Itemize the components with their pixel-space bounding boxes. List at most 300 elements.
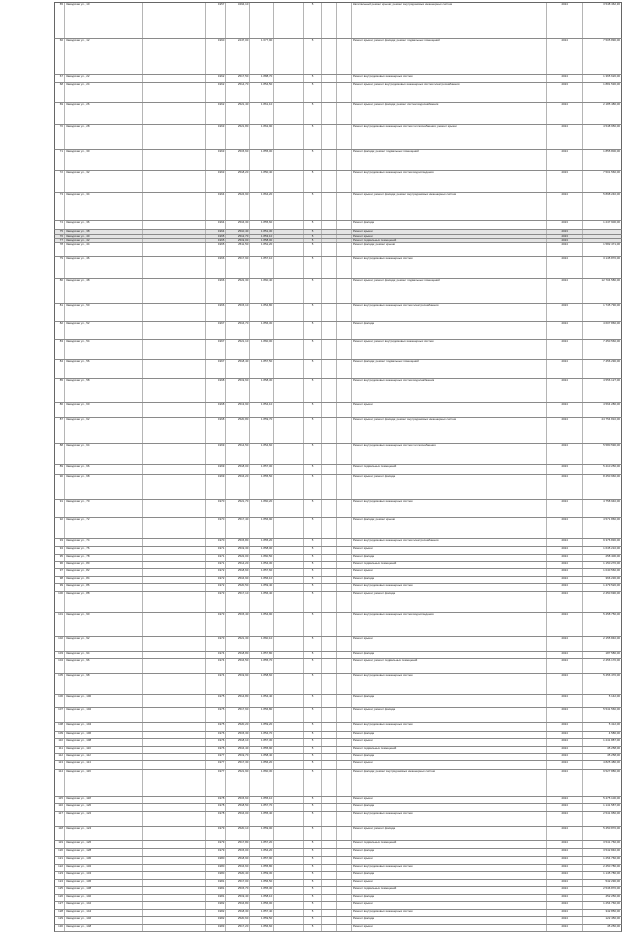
row-year-built: 1966 [206,257,226,278]
row-floors: 5 [304,465,322,474]
row-area-living: 1 855,80 [250,865,274,871]
row-cost: 7 450 560,00 [603,339,620,344]
row-col-h [337,418,352,443]
row-col-h [337,221,352,230]
row-col-a [143,723,207,731]
row-floors: 5 [304,547,322,553]
row-work-description: Ремонт фасада [352,849,547,857]
row-number: 103 [55,652,65,658]
row-floors: 5 [304,518,322,537]
row-plan-year: 2024 [547,804,583,810]
row-floors: 5 [304,584,322,590]
row-plan-year: 2023 [547,83,583,102]
row-col-g [322,917,337,923]
row-plan-year: 2024 [547,379,583,403]
row-col-g [322,584,337,590]
row-address: Заводская ул., 82 [65,569,143,575]
row-col-h [337,75,352,83]
row-cost: 1 150 270,00 [603,560,620,565]
row-area-living: 1 855,00 [250,150,274,169]
row-work-description: Ремонт фасада [352,917,547,923]
row-area-living: 1 856,30 [250,322,274,339]
row-col-h [337,872,352,878]
row-plan-year: 2024 [547,257,583,278]
row-cost: 8 450 960,00 [603,473,620,478]
row-area-total: 2519,30 [226,547,250,553]
row-col-a [143,150,207,169]
row-col-a [143,125,207,150]
row-col-a [143,555,207,561]
row-col-g [322,340,337,359]
row-col-h [337,243,352,256]
row-cost: 4 580,00 [608,730,620,735]
row-plan-year: 2024 [547,674,583,694]
row-area-total: 2521,30 [226,637,250,651]
row-work-description: Ремонт внутридомовых инженерных систем [352,812,547,826]
row-address: Заводская ул., 10 [65,3,143,38]
row-area-total: 2516,80 [226,902,250,908]
row-col-a [143,444,207,464]
row-col-h [337,797,352,803]
row-floors: 5 [304,39,322,73]
row-col-a [143,895,207,901]
row-area-total: 2518,50 [226,804,250,810]
row-address: Заводская ул., 118 [65,797,143,803]
row-col-g [322,360,337,377]
row-col-e [274,150,304,169]
table-row [54,322,622,340]
row-number: 119 [55,841,65,847]
row-year-built: 1974 [206,674,226,694]
row-area-total: 2520,40 [226,872,250,878]
row-year-built: 1968 [206,403,226,417]
row-col-a [143,739,207,745]
row-address: Заводская ул., 70 [65,500,143,517]
row-work-description: Капитальный ремонт крыши; ремонт внутридомовых инженерных систем [352,3,547,38]
row-col-h [337,857,352,863]
row-col-e [274,804,304,810]
row-year-built: 1981 [206,895,226,901]
row-col-a [143,322,207,339]
row-col-a [143,865,207,871]
row-floors: 5 [304,83,322,102]
row-year-built: 1979 [206,849,226,857]
row-col-h [337,322,352,339]
row-cost: 1 241 887,00 [603,738,620,743]
row-work-description: Ремонт подвальных помещений [352,747,547,753]
row-col-h [337,770,352,796]
row-area-total: 2515,80 [226,539,250,547]
row-number: 74 [55,221,65,230]
row-plan-year: 2023 [547,235,583,238]
table-row [54,3,622,39]
row-cost: 5 456 470,00 [603,673,620,677]
row-area-living: 1 857,50 [250,360,274,377]
row-address: Заводская ул., 96 [65,659,143,673]
row-address: Заводская ул., 110 [65,747,143,753]
row-col-a [143,910,207,916]
row-cost: 1 479 520,00 [603,583,620,588]
row-area-living: 1 855,10 [250,797,274,803]
row-col-e [274,695,304,707]
row-number: 102 [55,637,65,651]
row-cost: 5 898 240,00 [603,191,620,196]
row-address: Заводская ул., 48 [65,279,143,303]
table-row [54,895,622,902]
row-address: Заводская ул., 60 [65,403,143,417]
row-area-living: 1 855,20 [250,539,274,547]
row-area-living: 1 854,90 [250,613,274,635]
row-number: 112 [55,754,65,760]
row-cost: 5 475 100,00 [603,795,620,800]
table-row [54,257,622,279]
row-col-h [337,584,352,590]
row-work-description: Ремонт фасада; ремонт подвальных помещений [352,150,547,169]
row-col-g [322,569,337,575]
row-year-built: 1982 [206,910,226,916]
row-floors: 5 [304,150,322,169]
row-col-g [322,403,337,417]
row-area-total: 2517,20 [226,925,250,931]
row-floors: 5 [304,708,322,722]
row-floors: 5 [304,379,322,403]
row-col-e [274,539,304,547]
row-col-e [274,279,304,303]
row-area-living: 1 854,30 [250,562,274,568]
row-col-e [274,577,304,583]
row-number: 85 [55,379,65,403]
row-plan-year: 2024 [547,547,583,553]
row-area-total: 2519,60 [226,379,250,403]
table-row [54,562,622,569]
table-row [54,547,622,554]
row-col-g [322,872,337,878]
row-plan-year: 2024 [547,403,583,417]
row-cost: 2 541 950,00 [603,810,620,815]
table-row [54,340,622,360]
row-year-built: 1967 [206,340,226,359]
row-floors: 5 [304,3,322,38]
row-col-a [143,827,207,841]
row-cost: 1 855 800,00 [603,149,620,154]
row-work-description: Ремонт фасада [352,695,547,707]
row-cost: 1 645 210,00 [603,546,620,551]
table-row [54,754,622,761]
row-col-e [274,895,304,901]
row-area-total: 2521,70 [226,500,250,517]
row-year-built: 1974 [206,652,226,658]
row-plan-year: 2024 [547,103,583,123]
table-row [54,812,622,827]
row-number: 120 [55,849,65,857]
row-work-description: Ремонт фасада [352,577,547,583]
row-col-a [143,3,207,38]
table-row [54,379,622,404]
row-year-built: 1969 [206,465,226,474]
row-number: 96 [55,562,65,568]
table-row [54,761,622,770]
row-col-e [274,83,304,102]
row-col-h [337,592,352,612]
row-plan-year: 2024 [547,841,583,847]
row-col-e [274,322,304,339]
row-number: 95 [55,555,65,561]
row-number: 92 [55,518,65,537]
row-work-description: Ремонт крыши; ремонт фасада [352,592,547,612]
row-col-g [322,841,337,847]
row-year-built: 1965 [206,243,226,256]
table-row [54,83,622,103]
row-col-e [274,637,304,651]
row-address: Заводская ул., 144 [65,910,143,916]
row-col-a [143,304,207,321]
row-floors: 5 [304,569,322,575]
table-row [54,103,622,124]
row-floors: 5 [304,887,322,893]
row-plan-year: 2024 [547,613,583,635]
row-col-e [274,75,304,83]
row-floors: 5 [304,797,322,803]
row-col-e [274,708,304,722]
row-area-living: 1 857,90 [250,857,274,863]
table-row [54,695,622,708]
row-year-built: 1980 [206,857,226,863]
row-address: Заводская ул., 104 [65,723,143,731]
row-number: 93 [55,539,65,547]
row-col-e [274,739,304,745]
row-number: 86 [55,403,65,417]
row-year-built: 1971 [206,555,226,561]
table-row [54,584,622,591]
row-floors: 5 [304,577,322,583]
row-col-a [143,403,207,417]
row-col-e [274,925,304,931]
row-cost: 7 505 890,00 [603,38,620,43]
row-plan-year: 2024 [547,555,583,561]
row-work-description: Ремонт подвальных помещений [352,841,547,847]
row-address: Заводская ул., 30 [65,150,143,169]
register-table [54,2,622,932]
row-year-built: 1976 [206,739,226,745]
row-cost [583,235,621,238]
row-year-built: 1970 [206,518,226,537]
row-col-a [143,695,207,707]
row-cost: 542 290,00 [605,878,620,883]
row-address: Заводская ул., 106 [65,732,143,738]
row-col-a [143,539,207,547]
row-year-built: 1964 [206,230,226,233]
row-area-living: 1 858,00 [250,239,274,242]
row-plan-year: 2024 [547,827,583,841]
row-plan-year: 2024 [547,880,583,886]
row-floors: 5 [304,500,322,517]
row-col-h [337,925,352,931]
row-cost: 4 825 480,00 [603,760,620,765]
row-col-e [274,125,304,150]
row-address: Заводская ул., 62 [65,418,143,443]
row-area-living: 1 857,70 [250,804,274,810]
row-plan-year: 2023 [547,171,583,192]
table-row [54,465,622,475]
row-year-built: 1968 [206,418,226,443]
row-col-g [322,880,337,886]
row-work-description: Ремонт фасада [352,872,547,878]
row-col-g [322,849,337,857]
row-floors: 5 [304,193,322,220]
row-area-total: 2516,60 [226,865,250,871]
row-year-built: 1975 [206,723,226,731]
row-col-e [274,221,304,230]
row-col-h [337,732,352,738]
table-row [54,418,622,444]
row-col-a [143,812,207,826]
row-area-total: 2512,70 [226,235,250,238]
row-number: 88 [55,444,65,464]
row-plan-year: 2024 [547,917,583,923]
row-col-a [143,465,207,474]
table-row [54,827,622,842]
row-area-living: 1 862,90 [250,125,274,150]
row-year-built: 1978 [206,804,226,810]
row-col-h [337,849,352,857]
row-number: 69 [55,103,65,123]
row-number: 118 [55,827,65,841]
row-number: 100 [55,592,65,612]
row-cost: 3 145 870,00 [603,255,620,260]
row-area-total: 2517,80 [226,841,250,847]
row-area-living: 1 851,30 [250,230,274,233]
row-number: 108 [55,723,65,731]
row-work-description: Ремонт фасада; ремонт подвальных помещений [352,360,547,377]
row-floors: 5 [304,695,322,707]
row-col-h [337,500,352,517]
row-year-built: 1973 [206,637,226,651]
row-work-description: Ремонт крыши [352,230,547,233]
row-area-total: 3494,10 [226,3,250,38]
row-work-description: Ремонт фасада; ремонт внутридомовых инженерных систем [352,770,547,796]
row-plan-year: 2024 [547,872,583,878]
row-area-total: 2518,40 [226,360,250,377]
row-plan-year: 2024 [547,279,583,303]
row-col-h [337,3,352,38]
row-year-built: 1971 [206,547,226,553]
row-area-total: 2516,50 [226,659,250,673]
row-number: 107 [55,708,65,722]
row-work-description: Ремонт крыши [352,902,547,908]
row-col-g [322,304,337,321]
row-address: Заводская ул., 40 [65,235,143,238]
row-col-a [143,902,207,908]
row-cost: 5 450 870,00 [603,825,620,830]
row-address: Заводская ул., 50 [65,304,143,321]
row-number: 122 [55,865,65,871]
row-year-built: 1973 [206,613,226,635]
row-floors: 5 [304,322,322,339]
row-plan-year: 2024 [547,761,583,769]
table-row [54,880,622,887]
row-address: Заводская ул., 66 [65,465,143,474]
row-address: Заводская ул., 84 [65,577,143,583]
row-address: Заводская ул., 146 [65,917,143,923]
row-col-e [274,239,304,242]
row-cost: 2 185 480,00 [603,102,620,107]
row-col-g [322,577,337,583]
row-area-living: 1 860,20 [250,500,274,517]
row-area-living: 1 854,60 [250,444,274,464]
row-col-e [274,747,304,753]
row-col-e [274,500,304,517]
row-floors: 5 [304,812,322,826]
row-col-g [322,243,337,256]
row-plan-year: 2024 [547,125,583,150]
row-address: Заводская ул., 58 [65,379,143,403]
row-year-built: 1963 [206,171,226,192]
row-plan-year: 2024 [547,418,583,443]
row-area-living: 1 858,40 [250,754,274,760]
row-col-g [322,279,337,303]
row-cost [583,230,621,233]
row-col-g [322,518,337,537]
row-year-built: 1964 [206,221,226,230]
row-col-g [322,754,337,760]
row-area-total: 2518,80 [226,652,250,658]
row-address: Заводская ул., 12 [65,39,143,73]
row-year-built: 1981 [206,887,226,893]
row-address: Заводская ул., 42 [65,239,143,242]
row-col-g [322,887,337,893]
row-col-g [322,895,337,901]
row-work-description: Ремонт внутридомовых инженерных систем электроснабжения [352,539,547,547]
row-area-living: 1 854,40 [250,695,274,707]
row-col-h [337,902,352,908]
row-work-description: Ремонт внутридомовых инженерных систем [352,865,547,871]
row-work-description: Ремонт внутридомовых инженерных систем теплоснабжения [352,444,547,464]
row-area-total: 2522,00 [226,555,250,561]
row-col-e [274,770,304,796]
row-work-description: Ремонт крыши; ремонт фасада; ремонт систем водоснабжения [352,103,547,123]
row-plan-year: 2024 [547,592,583,612]
row-cost: 122 450,00 [605,916,620,921]
table-row [54,569,622,576]
row-cost: 3 542 840,00 [603,847,620,852]
row-col-h [337,257,352,278]
row-col-e [274,230,304,233]
row-address: Заводская ул., 138 [65,887,143,893]
row-area-living: 1 855,40 [250,812,274,826]
row-floors: 5 [304,857,322,863]
row-col-h [337,827,352,841]
row-area-living: 1 860,30 [250,770,274,796]
row-work-description: Ремонт внутридомовых инженерных систем электроснабжения [352,304,547,321]
row-col-e [274,902,304,908]
table-row [54,857,622,864]
row-cost: 4 758 940,00 [603,499,620,504]
row-plan-year: 2024 [547,340,583,359]
row-work-description: Ремонт фасада [352,804,547,810]
row-col-g [322,230,337,233]
table-row [54,613,622,636]
row-cost: 1 254 760,00 [603,901,620,906]
row-number: 128 [55,910,65,916]
row-area-living: 1 854,10 [250,403,274,417]
row-col-e [274,569,304,575]
row-area-total: 2520,20 [226,723,250,731]
row-floors: 5 [304,257,322,278]
table-row [54,637,622,652]
table-row [54,739,622,746]
row-col-e [274,872,304,878]
row-address: Заводская ул., 74 [65,539,143,547]
